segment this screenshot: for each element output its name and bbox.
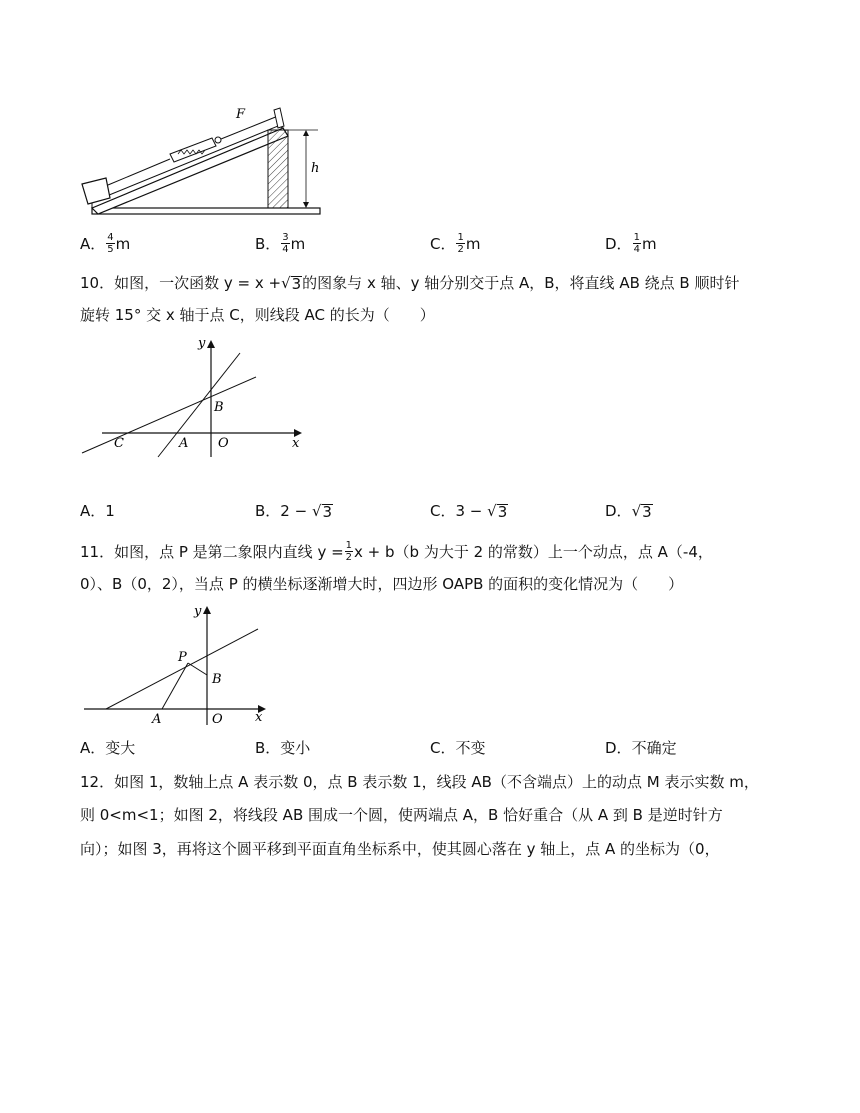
q11-graph [78, 603, 273, 728]
q12-line-3: 向）；如图 3，再将这个圆平移到平面直角坐标系中，使其圆心落在 y 轴上，点 A 的坐标为（0， [80, 840, 720, 858]
incline-plank [92, 128, 288, 214]
q10-graph [78, 335, 308, 460]
fraction: $\frac{1}{2}$ [457, 232, 464, 255]
fraction: $\frac{1}{4}$ [633, 232, 640, 255]
q10-option-b[interactable]: B． 2 − √ 3 [255, 501, 333, 521]
fraction: $\frac{3}{4}$ [282, 232, 289, 255]
fraction: $\frac{1}{2}$ [345, 540, 353, 563]
q9-options [80, 232, 780, 258]
q9-option-d[interactable]: D． $\frac{1}{4}$ m [605, 232, 657, 255]
segment-pb [188, 663, 207, 675]
label-x: x [292, 436, 300, 451]
q10-option-d[interactable]: D． √ 3 [605, 501, 652, 521]
label-x: x [255, 710, 263, 725]
sqrt: √ 3 [281, 273, 302, 293]
label-a: A [179, 436, 189, 451]
label-p: P [178, 650, 187, 665]
q10-option-c[interactable]: C． 3 − √ 3 [430, 501, 508, 521]
sqrt: √ 3 [311, 501, 333, 521]
q11-options [80, 737, 780, 763]
q9-option-b[interactable]: B． $\frac{3}{4}$ m [255, 232, 306, 255]
label-o: O [212, 712, 223, 727]
height-label: h [311, 161, 320, 176]
q11-line-2: 0）、B（0，2），当点 P 的横坐标逐渐增大时，四边形 OAPB 的面积的变化情况为（ ） [80, 575, 684, 593]
support-pillar [268, 130, 288, 208]
q11-option-d[interactable]: D． 不确定 [605, 739, 677, 757]
label-a: A [152, 712, 162, 727]
label-b: B [212, 672, 222, 687]
incline-figure [78, 98, 328, 220]
q10-option-a[interactable]: A． 1 [80, 501, 115, 520]
force-label: F [236, 107, 246, 122]
q11-option-b[interactable]: B． 变小 [255, 739, 311, 757]
sqrt: √ 3 [487, 501, 508, 521]
q11-option-a[interactable]: A． 变大 [80, 739, 136, 757]
label-y: y [194, 604, 202, 619]
sqrt: √ 3 [631, 501, 652, 521]
q9-option-a[interactable]: A． $\frac{4}{5}$ m [80, 232, 131, 255]
segment-ap [162, 663, 188, 709]
line-y-half-x-b [106, 629, 258, 709]
line-bc [82, 377, 256, 453]
q9-option-c[interactable]: C． $\frac{1}{2}$ m [430, 232, 481, 255]
q10-line-2: 旋转 15° 交 x 轴于点 C，则线段 AC 的长为（ ） [80, 306, 435, 324]
q12-line-1: 12．如图 1，数轴上点 A 表示数 0，点 B 表示数 1，线段 AB（不含端点）上的动点 M 表示实数 m， [80, 773, 759, 791]
q10-options [80, 500, 780, 526]
q11-line-1: 11．如图，点 P 是第二象限内直线 y = $\frac{1}{2}$ x + b（b 为大于 2 的常数）上一个动点，点 A（-4， [80, 540, 713, 563]
label-y: y [198, 336, 206, 351]
label-o: O [218, 436, 229, 451]
q12-line-2: 则 0<m<1；如图 2，将线段 AB 围成一个圆，使两端点 A，B 恰好重合（从 A 到 B 是逆时针方 [80, 806, 723, 824]
ground-base [92, 208, 320, 214]
fraction: $\frac{4}{5}$ [107, 232, 114, 255]
q10-line-1: 10．如图，一次函数 y = x + √ 3 的图象与 x 轴、y 轴分别交于点 A，B，将直线 AB 绕点 B 顺时针 [80, 273, 740, 293]
label-b: B [214, 400, 224, 415]
q11-option-c[interactable]: C． 不变 [430, 739, 486, 757]
label-c: C [114, 436, 124, 451]
